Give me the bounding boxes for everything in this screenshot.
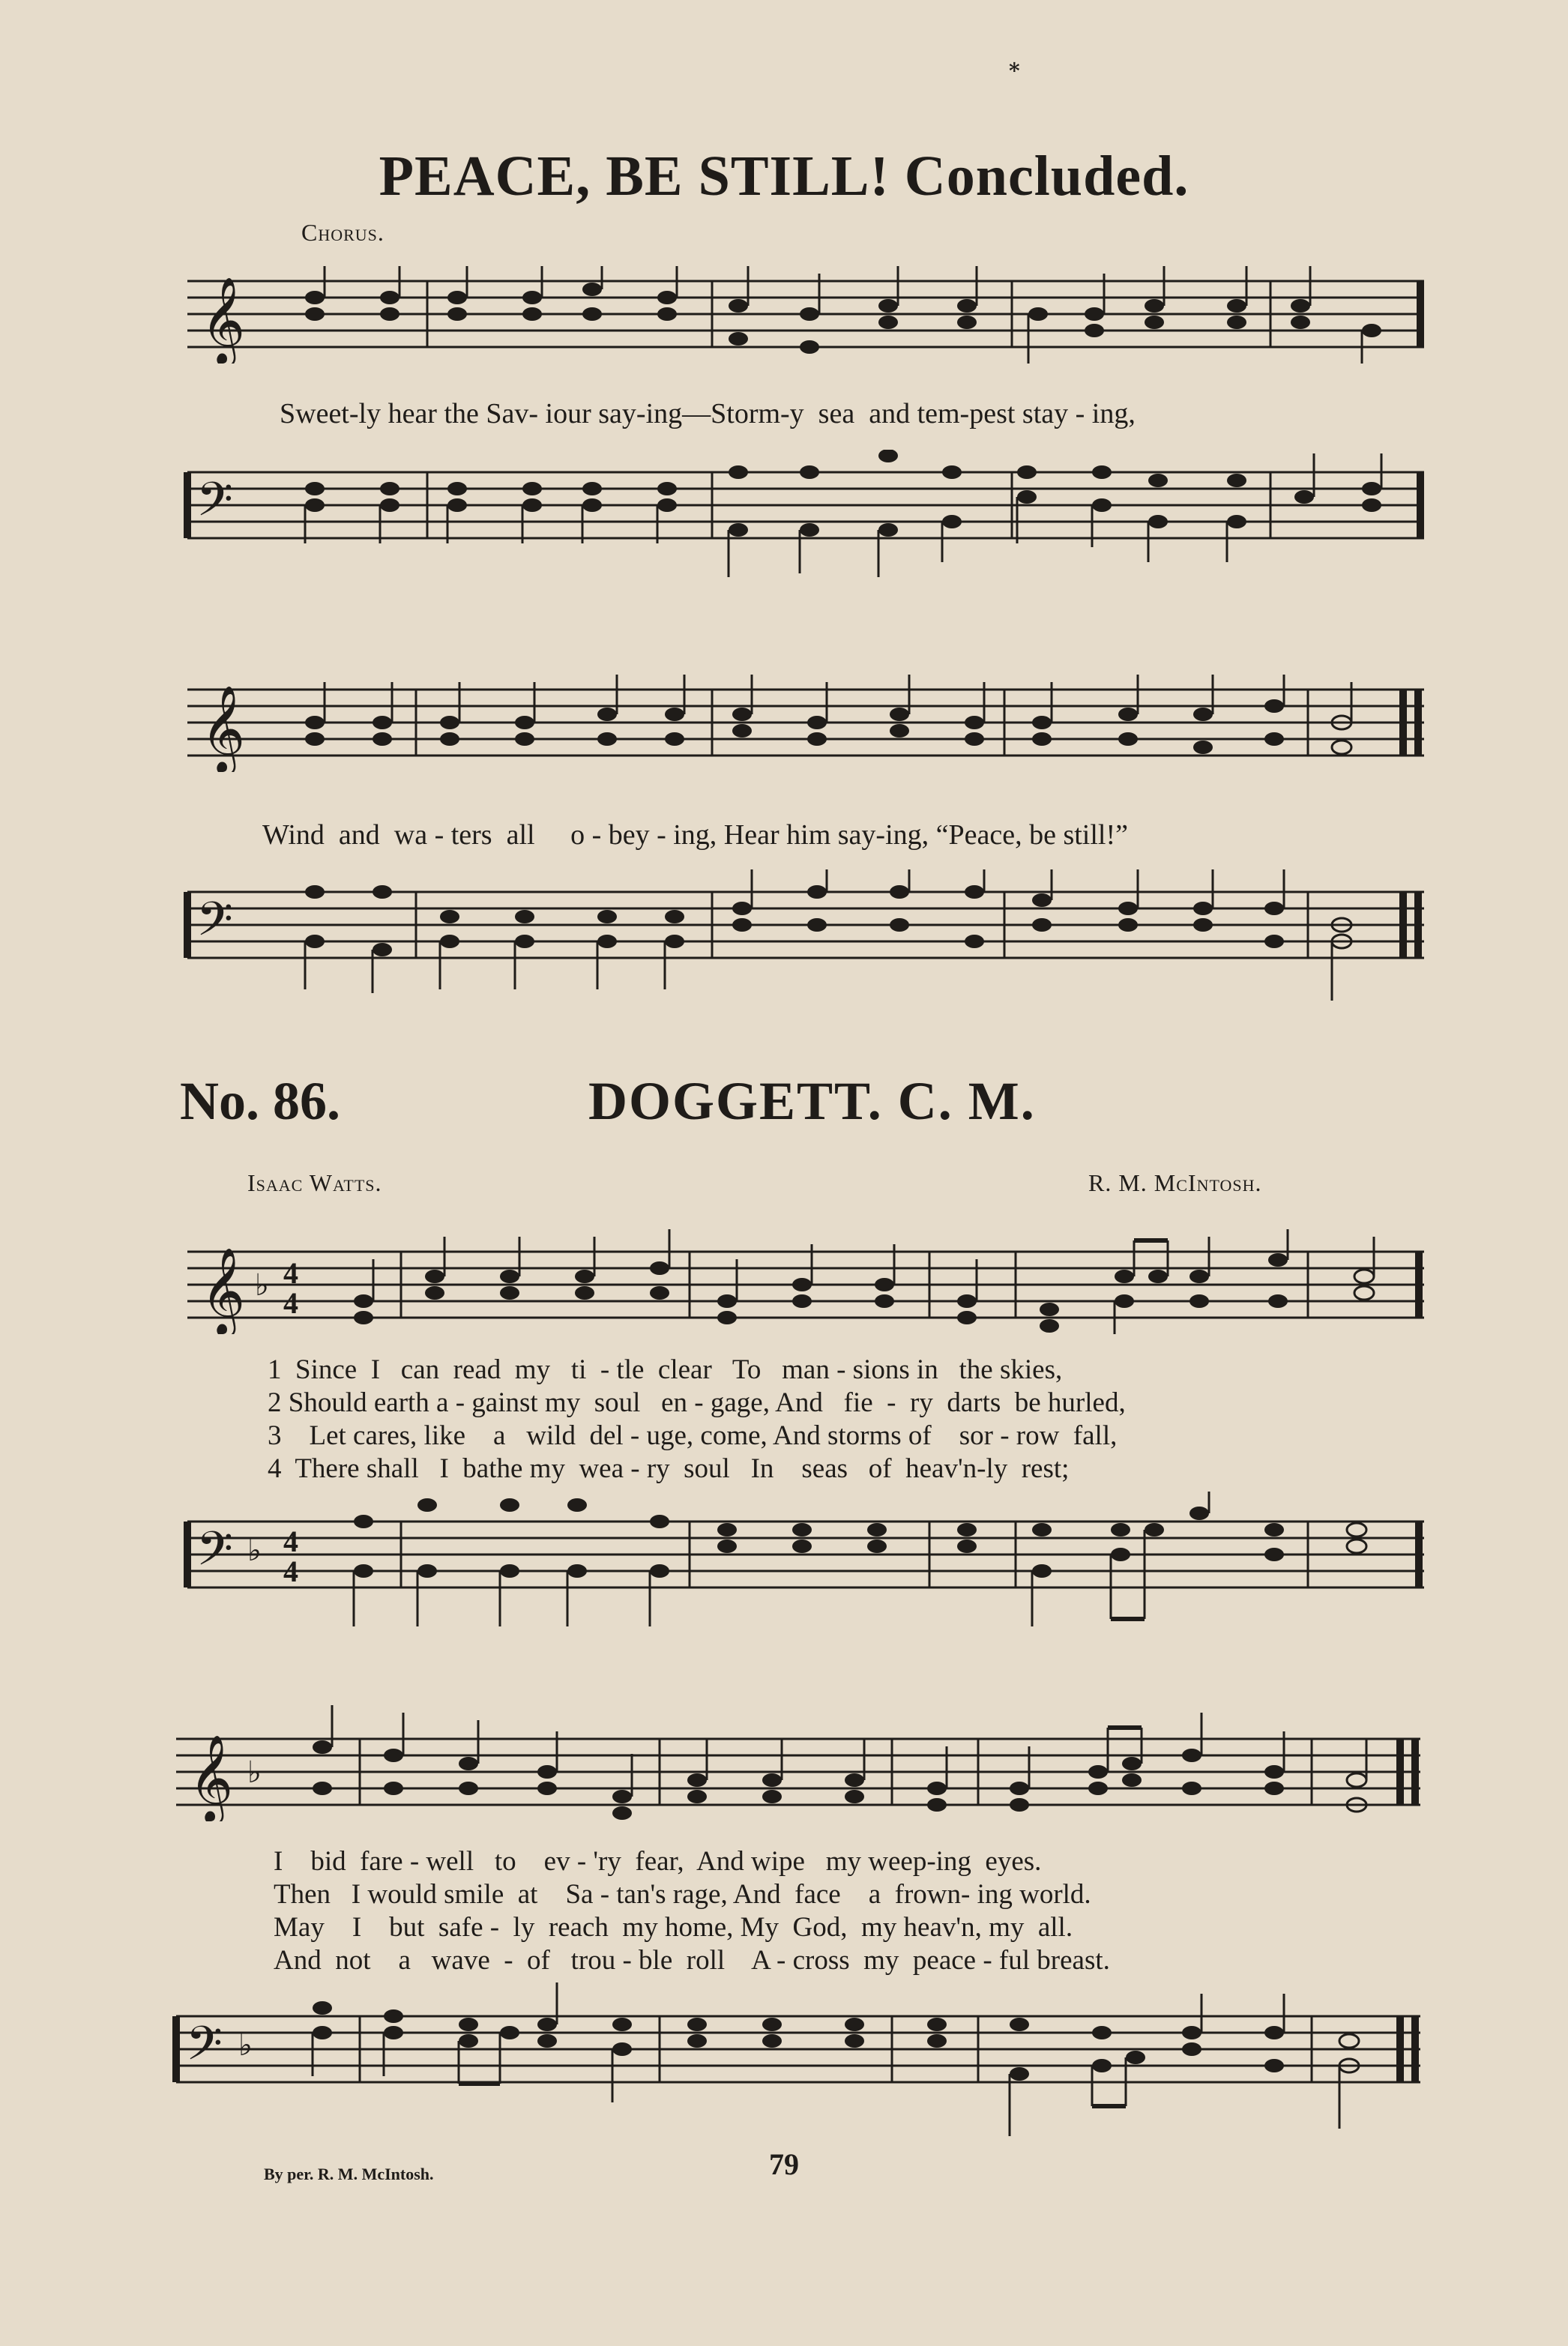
svg-text:♭: ♭ bbox=[255, 1268, 269, 1303]
page-number: 79 bbox=[769, 2147, 799, 2181]
staff-treble-3 bbox=[0, 1229, 1568, 1334]
verse-1-line-b: I bid fare - well to ev - 'ry fear, And wipe my weep-ing eyes. bbox=[274, 1846, 1042, 1877]
svg-text:𝄞: 𝄞 bbox=[201, 684, 246, 772]
svg-text:♭: ♭ bbox=[247, 1755, 262, 1790]
chorus-label: Chorus. bbox=[301, 219, 385, 246]
hymn-composer: R. M. McIntosh. bbox=[1088, 1169, 1262, 1196]
staff-bass-1 bbox=[0, 450, 1568, 585]
svg-text:𝄞: 𝄞 bbox=[201, 1246, 246, 1334]
hymn-number: No. 86. bbox=[180, 1071, 340, 1131]
staff-bass-2 bbox=[0, 869, 1568, 1004]
staff-bass-3 bbox=[0, 1492, 1568, 1641]
verses-a bbox=[268, 1354, 1126, 1486]
verse-2-line-b: Then I would smile at Sa - tan's rage, And face a frown- ing world. bbox=[274, 1879, 1091, 1910]
hymn-author: Isaac Watts. bbox=[247, 1169, 382, 1196]
verse-3-line-b: May I but safe - ly reach my home, My God, my heav'n, my all. bbox=[274, 1912, 1073, 1943]
svg-text:♭: ♭ bbox=[247, 1534, 262, 1568]
staff-treble-4 bbox=[0, 1701, 1568, 1821]
verse-4-line-b: And not a wave - of trou - ble roll A - cross my peace - ful breast. bbox=[274, 1945, 1110, 1976]
staff-bass-4 bbox=[0, 1979, 1568, 2144]
svg-text:𝄢: 𝄢 bbox=[196, 471, 233, 538]
svg-text:𝄢: 𝄢 bbox=[186, 2015, 223, 2082]
verse-3-line-a: 3 Let cares, like a wild del - uge, come, And storms of sor - row fall, bbox=[268, 1420, 1118, 1451]
staff-treble-2 bbox=[0, 675, 1568, 772]
verse-2-line-a: 2 Should earth a - gainst my soul en - gage, And fie - ry darts be hurled, bbox=[268, 1387, 1126, 1418]
verse-4-line-a: 4 There shall I bathe my wea - ry soul In seas of heav'n-ly rest; bbox=[268, 1453, 1070, 1484]
svg-text:𝄞: 𝄞 bbox=[189, 1734, 234, 1821]
verse-1-line-a: 1 Since I can read my ti - tle clear To man - sions in the skies, bbox=[268, 1354, 1063, 1385]
verses-b bbox=[274, 1845, 1110, 1977]
page-mark: * bbox=[1009, 58, 1020, 83]
svg-text:♭: ♭ bbox=[238, 2028, 253, 2063]
permission-credit: By per. R. M. McIntosh. bbox=[264, 2165, 434, 2183]
svg-text:4: 4 bbox=[283, 1555, 298, 1588]
svg-text:𝄢: 𝄢 bbox=[196, 891, 233, 958]
svg-text:4: 4 bbox=[283, 1286, 298, 1320]
hymn-title: DOGGETT. C. M. bbox=[588, 1071, 1036, 1131]
peace-lyric-line-2: Wind and wa - ters all o - bey - ing, Hear him say-ing, “Peace, be still!” bbox=[262, 819, 1128, 851]
page-title: PEACE, BE STILL! Concluded. bbox=[379, 145, 1189, 208]
time-signature-bass: 4 bbox=[283, 1525, 298, 1558]
staff-treble-1 bbox=[0, 266, 1568, 364]
peace-lyric-line-1: Sweet-ly hear the Sav- iour say-ing—Storm-y sea and tem-pest stay - ing, bbox=[280, 398, 1136, 429]
svg-text:𝄞: 𝄞 bbox=[201, 276, 246, 364]
time-signature-treble: 4 bbox=[283, 1256, 298, 1290]
svg-text:𝄢: 𝄢 bbox=[196, 1521, 233, 1587]
